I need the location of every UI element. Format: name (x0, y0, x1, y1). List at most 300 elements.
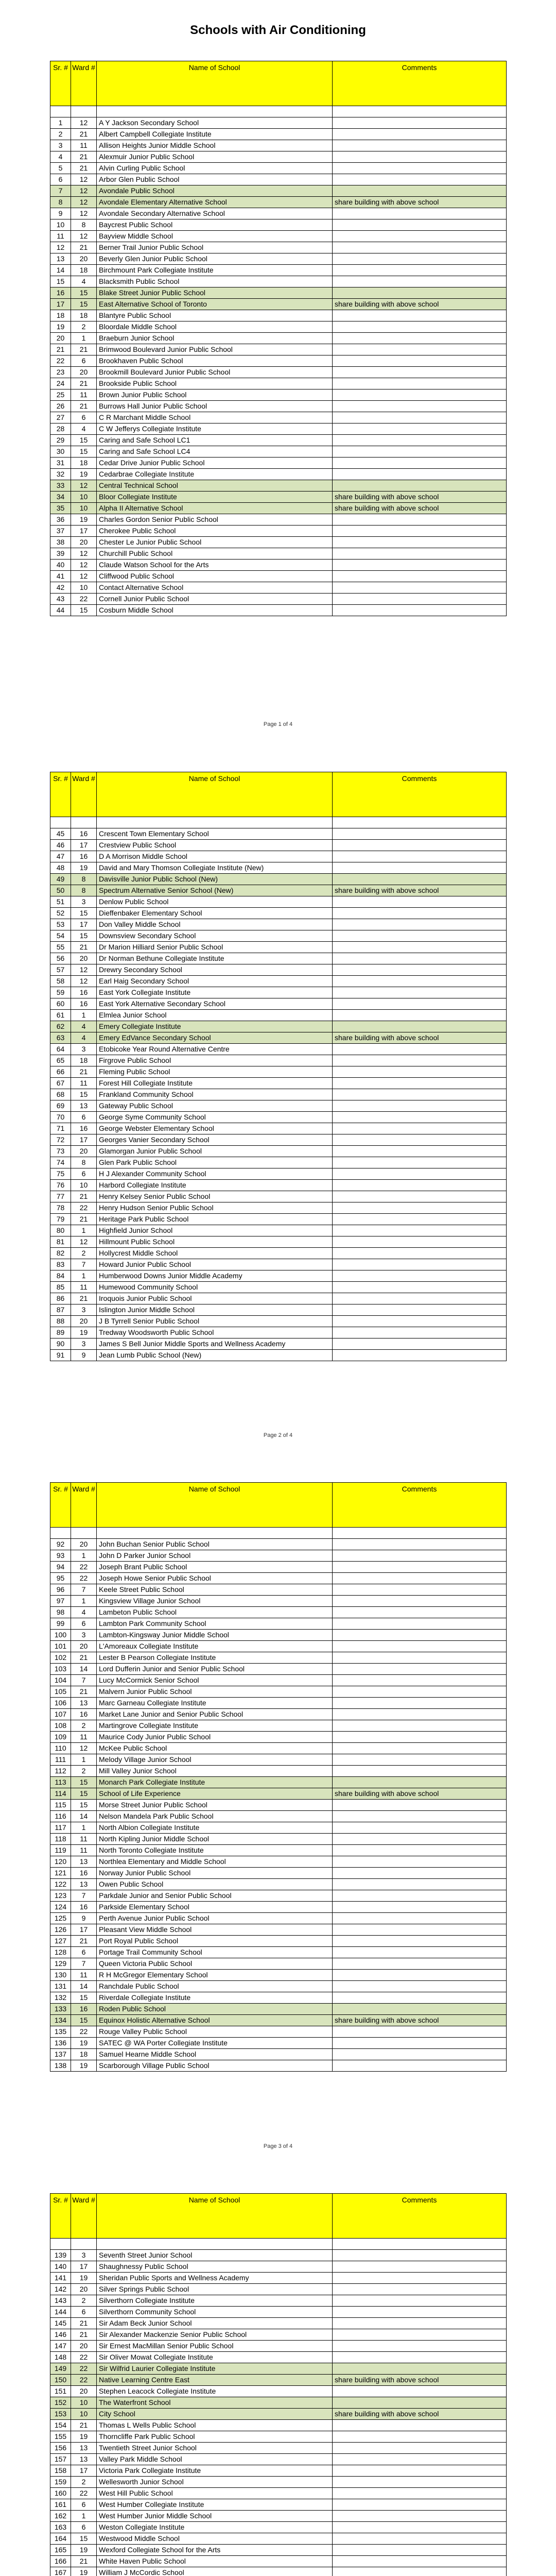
table-row (50, 140, 507, 151)
table-row (50, 503, 507, 514)
school-name-cell: North Kipling Junior Middle School (97, 1834, 333, 1845)
sr-cell: 151 (50, 2386, 71, 2397)
table-row (50, 423, 507, 435)
school-name-cell: Iroquois Junior Public School (97, 1293, 333, 1304)
spacer-row (50, 817, 507, 828)
table-row (50, 457, 507, 469)
table-row (50, 492, 507, 503)
comments-cell (333, 874, 507, 885)
sr-cell: 67 (50, 1078, 71, 1089)
ward-cell: 6 (71, 1947, 97, 1958)
table-row (50, 389, 507, 401)
school-name-cell: Crestview Public School (97, 840, 333, 851)
ward-cell: 3 (71, 2250, 97, 2261)
school-name-cell: Silverthorn Community School (97, 2307, 333, 2318)
comments-cell (333, 253, 507, 265)
ward-cell: 3 (71, 1044, 97, 1055)
table-row (50, 1134, 507, 1146)
table-row (50, 129, 507, 140)
school-name-cell: Thorncliffe Park Public School (97, 2431, 333, 2443)
sr-cell: 39 (50, 548, 71, 560)
school-name-cell: L'Amoreaux Collegiate Institute (97, 1641, 333, 1652)
school-name-cell: Humewood Community School (97, 1282, 333, 1293)
comments-cell (333, 1327, 507, 1338)
comments-cell (333, 2511, 507, 2522)
table-row (50, 896, 507, 908)
comments-cell (333, 1191, 507, 1202)
school-name-cell: Glamorgan Junior Public School (97, 1146, 333, 1157)
ward-cell: 20 (71, 2341, 97, 2352)
comments-cell (333, 423, 507, 435)
ward-cell: 19 (71, 2060, 97, 2072)
comments-cell (333, 1066, 507, 1078)
sr-cell: 114 (50, 1788, 71, 1800)
school-name-cell: C R Marchant Middle School (97, 412, 333, 423)
comments-cell (333, 480, 507, 492)
table-row (50, 1834, 507, 1845)
ward-cell: 12 (71, 197, 97, 208)
ward-cell: 6 (71, 412, 97, 423)
sr-cell: 17 (50, 299, 71, 310)
ward-cell: 7 (71, 1584, 97, 1596)
ward-cell: 21 (71, 401, 97, 412)
sr-cell: 5 (50, 163, 71, 174)
sr-cell: 92 (50, 1539, 71, 1550)
sr-cell: 140 (50, 2261, 71, 2273)
ward-cell: 16 (71, 2004, 97, 2015)
table-row (50, 862, 507, 874)
table-row (50, 2352, 507, 2363)
ward-cell: 10 (71, 503, 97, 514)
table-row (50, 2060, 507, 2072)
sr-cell: 147 (50, 2341, 71, 2352)
ward-cell: 22 (71, 2375, 97, 2386)
comments-cell (333, 1766, 507, 1777)
sr-cell: 50 (50, 885, 71, 896)
school-name-cell: Highfield Junior School (97, 1225, 333, 1236)
sr-cell: 78 (50, 1202, 71, 1214)
table-row (50, 412, 507, 423)
comments-cell (333, 1822, 507, 1834)
comments-cell (333, 355, 507, 367)
school-name-cell: Emery EdVance Secondary School (97, 1032, 333, 1044)
school-name-cell: Brookhaven Public School (97, 355, 333, 367)
ward-cell: 6 (71, 1618, 97, 1630)
school-name-cell: Downsview Secondary School (97, 930, 333, 942)
comments-cell (333, 1055, 507, 1066)
comments-cell (333, 1720, 507, 1732)
sr-cell: 1 (50, 117, 71, 129)
ward-cell: 12 (71, 976, 97, 987)
sr-cell: 58 (50, 976, 71, 987)
ward-cell: 2 (71, 1720, 97, 1732)
ward-cell: 10 (71, 2397, 97, 2409)
comments-cell: share building with above school (333, 885, 507, 896)
school-name-cell: Cliffwood Public School (97, 571, 333, 582)
ward-cell: 14 (71, 1664, 97, 1675)
sr-cell: 144 (50, 2307, 71, 2318)
ward-cell: 15 (71, 2533, 97, 2545)
ward-cell: 20 (71, 1146, 97, 1157)
ward-cell: 1 (71, 1822, 97, 1834)
table-row (50, 1225, 507, 1236)
ward-cell: 16 (71, 987, 97, 998)
ward-cell: 12 (71, 560, 97, 571)
comments-cell (333, 1214, 507, 1225)
empty-cell (71, 106, 97, 117)
ward-cell: 21 (71, 1936, 97, 1947)
comments-cell (333, 930, 507, 942)
comments-cell (333, 1947, 507, 1958)
ward-cell: 20 (71, 1539, 97, 1550)
table-row (50, 299, 507, 310)
table-row (50, 605, 507, 616)
ward-cell: 1 (71, 1754, 97, 1766)
table-row (50, 2341, 507, 2352)
comments-cell: share building with above school (333, 492, 507, 503)
ward-cell: 11 (71, 1078, 97, 1089)
school-name-cell: Avondale Elementary Alternative School (97, 197, 333, 208)
table-row (50, 1236, 507, 1248)
ward-cell: 12 (71, 964, 97, 976)
table-row (50, 1754, 507, 1766)
comments-cell (333, 469, 507, 480)
school-name-cell: Bloor Collegiate Institute (97, 492, 333, 503)
ward-cell: 1 (71, 2511, 97, 2522)
school-name-cell: Joseph Howe Senior Public School (97, 1573, 333, 1584)
school-name-cell: SATEC @ WA Porter Collegiate Institute (97, 2038, 333, 2049)
comments-cell (333, 828, 507, 840)
table-row (50, 1202, 507, 1214)
ward-cell: 13 (71, 2454, 97, 2465)
sr-cell: 21 (50, 344, 71, 355)
comments-cell (333, 862, 507, 874)
sr-cell: 61 (50, 1010, 71, 1021)
ward-cell: 12 (71, 185, 97, 197)
table-row (50, 885, 507, 896)
comments-cell (333, 2533, 507, 2545)
comments-cell: share building with above school (333, 2375, 507, 2386)
header-sr: Sr. # (50, 1483, 71, 1528)
comments-cell (333, 571, 507, 582)
table-row (50, 1157, 507, 1168)
sr-cell: 148 (50, 2352, 71, 2363)
table-row (50, 2049, 507, 2060)
sr-cell: 102 (50, 1652, 71, 1664)
sr-cell: 13 (50, 253, 71, 265)
table-row (50, 1822, 507, 1834)
sr-cell: 28 (50, 423, 71, 435)
table-row (50, 401, 507, 412)
comments-cell (333, 310, 507, 321)
table-row (50, 1112, 507, 1123)
comments-cell (333, 1992, 507, 2004)
comments-cell (333, 1698, 507, 1709)
sr-cell: 18 (50, 310, 71, 321)
school-name-cell: North Albion Collegiate Institute (97, 1822, 333, 1834)
header-name: Name of School (97, 61, 333, 106)
sr-cell: 12 (50, 242, 71, 253)
ward-cell: 6 (71, 355, 97, 367)
sr-cell: 35 (50, 503, 71, 514)
comments-cell (333, 1709, 507, 1720)
empty-cell (333, 106, 507, 117)
ward-cell: 19 (71, 469, 97, 480)
comments-cell (333, 1924, 507, 1936)
school-name-cell: Cosburn Middle School (97, 605, 333, 616)
school-name-cell: Perth Avenue Junior Public School (97, 1913, 333, 1924)
comments-cell (333, 1010, 507, 1021)
school-name-cell: East Alternative School of Toronto (97, 299, 333, 310)
table-row (50, 1573, 507, 1584)
ward-cell: 22 (71, 2026, 97, 2038)
schools-table (50, 1482, 507, 2072)
table-row (50, 185, 507, 197)
school-name-cell: Ranchdale Public School (97, 1981, 333, 1992)
sr-cell: 8 (50, 197, 71, 208)
sr-cell: 91 (50, 1350, 71, 1361)
ward-cell: 21 (71, 1293, 97, 1304)
empty-cell (50, 1528, 71, 1539)
school-name-cell: John D Parker Junior School (97, 1550, 333, 1562)
table-row (50, 2465, 507, 2477)
table-row (50, 1021, 507, 1032)
school-name-cell: Sheridan Public Sports and Wellness Academy (97, 2273, 333, 2284)
ward-cell: 8 (71, 219, 97, 231)
comments-cell (333, 2420, 507, 2431)
comments-cell (333, 1248, 507, 1259)
table-row (50, 1992, 507, 2004)
ward-cell: 12 (71, 231, 97, 242)
sr-cell: 118 (50, 1834, 71, 1845)
sr-cell: 75 (50, 1168, 71, 1180)
table-row (50, 930, 507, 942)
table-row (50, 1191, 507, 1202)
school-name-cell: Owen Public School (97, 1879, 333, 1890)
comments-cell (333, 1350, 507, 1361)
comments-cell (333, 333, 507, 344)
school-name-cell: Sir Wilfrid Laurier Collegiate Institute (97, 2363, 333, 2375)
comments-cell (333, 1913, 507, 1924)
sr-cell: 128 (50, 1947, 71, 1958)
school-name-cell: Northlea Elementary and Middle School (97, 1856, 333, 1868)
ward-cell: 21 (71, 1066, 97, 1078)
table-row (50, 1100, 507, 1112)
table-row (50, 1698, 507, 1709)
comments-cell (333, 242, 507, 253)
school-name-cell: Hillmount Public School (97, 1236, 333, 1248)
school-name-cell: Sir Adam Beck Junior School (97, 2318, 333, 2329)
sr-cell: 117 (50, 1822, 71, 1834)
table-row (50, 1800, 507, 1811)
sr-cell: 149 (50, 2363, 71, 2375)
school-name-cell: Allison Heights Junior Middle School (97, 140, 333, 151)
sr-cell: 139 (50, 2250, 71, 2261)
comments-cell (333, 1868, 507, 1879)
school-name-cell: West Hill Public School (97, 2488, 333, 2499)
table-row (50, 1686, 507, 1698)
ward-cell: 15 (71, 1089, 97, 1100)
sr-cell: 100 (50, 1630, 71, 1641)
ward-cell: 1 (71, 1270, 97, 1282)
comments-cell (333, 1890, 507, 1902)
sr-cell: 55 (50, 942, 71, 953)
table-row (50, 344, 507, 355)
comments-cell (333, 594, 507, 605)
school-name-cell: East York Alternative Secondary School (97, 998, 333, 1010)
comments-cell (333, 1044, 507, 1055)
table-row (50, 1180, 507, 1191)
table-row (50, 594, 507, 605)
comments-cell (333, 1641, 507, 1652)
comments-cell (333, 1902, 507, 1913)
ward-cell: 22 (71, 1573, 97, 1584)
school-name-cell: Nelson Mandela Park Public School (97, 1811, 333, 1822)
table-row (50, 2443, 507, 2454)
school-name-cell: D A Morrison Middle School (97, 851, 333, 862)
header-sr: Sr. # (50, 61, 71, 106)
sr-cell: 103 (50, 1664, 71, 1675)
sr-cell: 90 (50, 1338, 71, 1350)
comments-cell (333, 548, 507, 560)
ward-cell: 13 (71, 1856, 97, 1868)
table-row (50, 526, 507, 537)
school-name-cell: Mill Valley Junior School (97, 1766, 333, 1777)
ward-cell: 16 (71, 851, 97, 862)
sr-cell: 142 (50, 2284, 71, 2295)
ward-cell: 19 (71, 2038, 97, 2049)
ward-cell: 15 (71, 1800, 97, 1811)
table-row (50, 1562, 507, 1573)
comments-cell (333, 1936, 507, 1947)
school-name-cell: Fleming Public School (97, 1066, 333, 1078)
school-name-cell: Cornell Junior Public School (97, 594, 333, 605)
ward-cell: 15 (71, 908, 97, 919)
table-row (50, 163, 507, 174)
school-name-cell: Pleasant View Middle School (97, 1924, 333, 1936)
school-name-cell: Kingsview Village Junior School (97, 1596, 333, 1607)
ward-cell: 4 (71, 1607, 97, 1618)
table-row (50, 2318, 507, 2329)
sr-cell: 65 (50, 1055, 71, 1066)
ward-cell: 22 (71, 2363, 97, 2375)
sr-cell: 27 (50, 412, 71, 423)
sr-cell: 159 (50, 2477, 71, 2488)
comments-cell (333, 1970, 507, 1981)
school-name-cell: Joseph Brant Public School (97, 1562, 333, 1573)
ward-cell: 13 (71, 1100, 97, 1112)
comments-cell (333, 2431, 507, 2443)
school-name-cell: Scarborough Village Public School (97, 2060, 333, 2072)
comments-cell (333, 964, 507, 976)
ward-cell: 13 (71, 1879, 97, 1890)
comments-cell (333, 1550, 507, 1562)
ward-cell: 10 (71, 1180, 97, 1191)
school-name-cell: Alpha II Alternative School (97, 503, 333, 514)
sr-cell: 25 (50, 389, 71, 401)
sr-cell: 19 (50, 321, 71, 333)
sr-cell: 2 (50, 129, 71, 140)
sr-cell: 54 (50, 930, 71, 942)
sr-cell: 166 (50, 2556, 71, 2567)
table-row (50, 219, 507, 231)
school-name-cell: David and Mary Thomson Collegiate Institute (New) (97, 862, 333, 874)
comments-cell (333, 344, 507, 355)
comments-cell (333, 1134, 507, 1146)
comments-cell (333, 2284, 507, 2295)
table-row (50, 1282, 507, 1293)
comments-cell (333, 367, 507, 378)
ward-cell: 11 (71, 140, 97, 151)
table-row (50, 1652, 507, 1664)
table-row (50, 2015, 507, 2026)
ward-cell: 15 (71, 287, 97, 299)
table-row (50, 1010, 507, 1021)
comments-cell (333, 2026, 507, 2038)
sr-cell: 162 (50, 2511, 71, 2522)
comments-cell (333, 976, 507, 987)
comments-cell (333, 1686, 507, 1698)
school-name-cell: City School (97, 2409, 333, 2420)
school-name-cell: Parkside Elementary School (97, 1902, 333, 1913)
page-footer: Page 2 of 4 (263, 1432, 293, 1438)
ward-cell: 19 (71, 2273, 97, 2284)
school-name-cell: Riverdale Collegiate Institute (97, 1992, 333, 2004)
school-name-cell: Port Royal Public School (97, 1936, 333, 1947)
sr-cell: 93 (50, 1550, 71, 1562)
table-row (50, 1981, 507, 1992)
table-row (50, 828, 507, 840)
sr-cell: 132 (50, 1992, 71, 2004)
empty-cell (50, 817, 71, 828)
ward-cell: 21 (71, 1652, 97, 1664)
spacer-row (50, 106, 507, 117)
sr-cell: 81 (50, 1236, 71, 1248)
comments-cell (333, 1304, 507, 1316)
table-row (50, 1811, 507, 1822)
comments-cell (333, 378, 507, 389)
school-name-cell: Lambton Park Community School (97, 1618, 333, 1630)
sr-cell: 46 (50, 840, 71, 851)
table-row (50, 446, 507, 457)
school-name-cell: White Haven Public School (97, 2556, 333, 2567)
ward-cell: 11 (71, 1845, 97, 1856)
comments-cell (333, 2556, 507, 2567)
ward-cell: 21 (71, 129, 97, 140)
ward-cell: 10 (71, 492, 97, 503)
table-row (50, 1856, 507, 1868)
sr-cell: 158 (50, 2465, 71, 2477)
comments-cell (333, 1981, 507, 1992)
ward-cell: 6 (71, 2499, 97, 2511)
ward-cell: 2 (71, 1248, 97, 1259)
sr-cell: 131 (50, 1981, 71, 1992)
table-row (50, 1664, 507, 1675)
sr-cell: 47 (50, 851, 71, 862)
school-name-cell: Albert Campbell Collegiate Institute (97, 129, 333, 140)
sr-cell: 141 (50, 2273, 71, 2284)
sr-cell: 156 (50, 2443, 71, 2454)
school-name-cell: Henry Kelsey Senior Public School (97, 1191, 333, 1202)
comments-cell (333, 851, 507, 862)
comments-cell (333, 953, 507, 964)
school-name-cell: Monarch Park Collegiate Institute (97, 1777, 333, 1788)
comments-cell (333, 2397, 507, 2409)
table-row (50, 582, 507, 594)
comments-cell (333, 1089, 507, 1100)
ward-cell: 7 (71, 1958, 97, 1970)
ward-cell: 11 (71, 1970, 97, 1981)
